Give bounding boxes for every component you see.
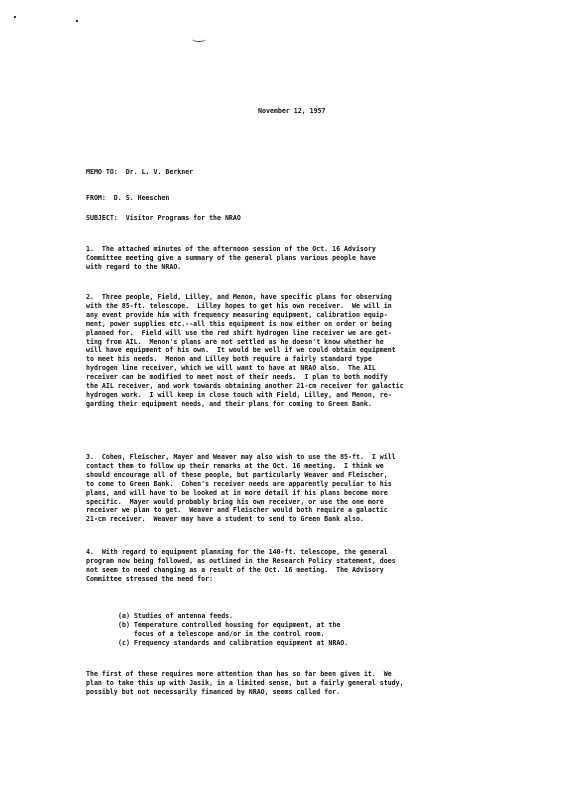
- paragraph-4: 4. With regard to equipment planning for the 140-ft. telescope, the general program now being followed, as outlined in the Research Policy statement, does not seem to need changing as a result of the Oct. 16 meeting. The Advisory Committee stressed the need for:: [86, 548, 396, 583]
- paragraph-2: 2. Three people, Field, Lilley, and Menon, have specific plans for observing with the 85-ft. telescope. Lilley hopes to get his own receiver. We will in any event provide him with frequency measuring equipment, calibration equip- ment, power supplies etc.--all this equipment is now either on order or being planned for. Field will use the red shift hydrogen line receiver we are get- ting from AIL. Menon's plans are not settled as he doesn't know whether he will have equipment of his own. It would be well if we could obtain equipment to meet his needs. Menon and Lilley both require a fairly standard type hydrogen line receiver, which we will want to have at NRAO also. The AIL receiver can be modified to meet most of their needs. I plan to both modify the AIL receiver, and work towards obtaining another 21-cm receiver for galactic hydrogen work. I will keep in close touch with Field, Lilley, and Menon, re- garding their equipment needs, and their plans for coming to Green Bank.: [86, 293, 404, 408]
- memo-to-line: MEMO TO: Dr. L. V. Berkner: [86, 168, 194, 176]
- pen-mark: [192, 36, 206, 42]
- scan-speck: [76, 20, 78, 22]
- needs-list: (a) Studies of antenna feeds. (b) Temperature controlled housing for equipment, at the focus of a telescope and/or in the control room. (c) Frequency standards and calibration equipment at NRAO.: [118, 612, 349, 647]
- paragraph-1: 1. The attached minutes of the afternoon session of the Oct. 16 Advisory Committee meeting give a summary of the general plans various people have with regard to the NRAO.: [86, 245, 376, 271]
- paragraph-3: 3. Cohen, Fleischer, Mayer and Weaver may also wish to use the 85-ft. I will contact them to follow up their remarks at the Oct. 16 meeting. I think we should encourage all of these people, but particularly Weaver and Fleischer, to come to Green Bank. Cohen's receiver needs are apparently peculiar to his plans, and will have to be looked at in more detail if his plans become more specific. Mayer would probably bring his own receiver, or use the one more receiver we plan to get. Weaver and Fleischer would both require a galactic 21-cm receiver. Weaver may have a student to send to Green Bank also.: [86, 453, 396, 524]
- paragraph-5: The first of these requires more attention than has so far been given it. We plan to take this up with Jasik, in a limited sense, but a fairly general study, possibly but not necessarily financed by NRAO, seems called for.: [86, 670, 404, 696]
- memo-subject-line: SUBJECT: Visitor Programs for the NRAO: [86, 214, 241, 222]
- memo-from-line: FROM: D. S. Heeschen: [86, 194, 170, 202]
- scan-speck: [14, 16, 16, 18]
- memo-date: November 12, 1957: [258, 107, 326, 115]
